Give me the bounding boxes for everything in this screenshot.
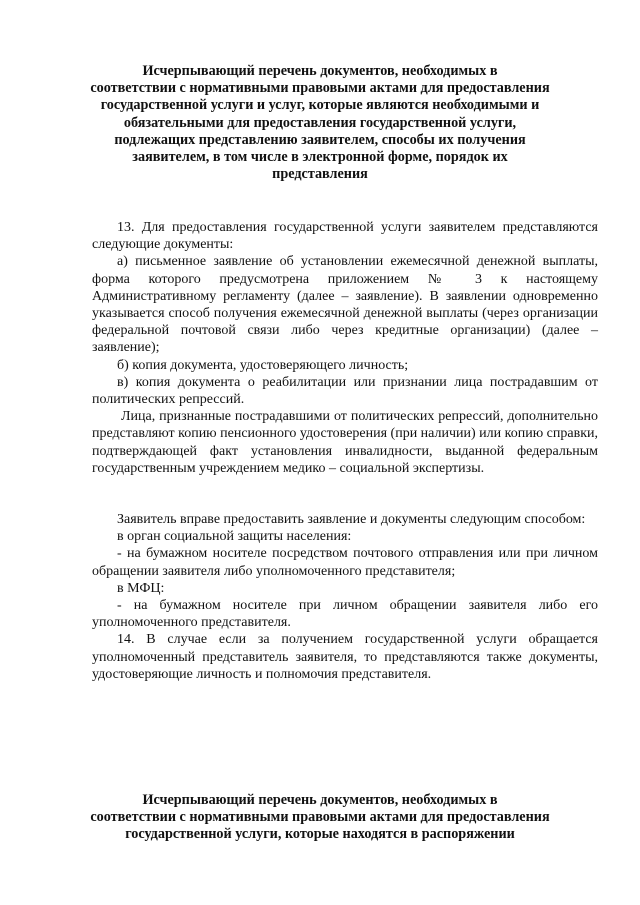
- paragraph-submission-methods: Заявитель вправе предоставить заявление и документы следующим способом:: [117, 512, 586, 528]
- spacer: [92, 494, 598, 511]
- document-body: [92, 219, 598, 683]
- heading-line: Исчерпывающий перечень документов, необходимых в: [142, 63, 498, 79]
- paragraph-additional-documents: Лица, признанные пострадавшими от политических репрессий, дополнительно представляют копию пенсионного удостоверения (при наличии) или копию справки, подтверждающей факт установления инвалидности, выданной федеральным государственным учреждением медико – социальной экспертизы.: [92, 409, 599, 476]
- list-item-a: а) письменное заявление об установлении ежемесячной денежной выплаты, форма которого предусмотрена приложением № 3 к настоящему Административному регламенту (далее – заявление). В заявлении одновременно указывается способ получения ежемесячной денежной выплаты (через организации федеральной почтовой связи либо через кредитные организации) (далее – заявление);: [92, 254, 598, 356]
- heading-line: подлежащих представлению заявителем, способы их получения: [114, 131, 526, 148]
- heading-line: соответствии с нормативными правовыми актами для предоставления: [90, 809, 550, 826]
- heading-line: обязательными для предоставления государственной услуги,: [123, 114, 517, 131]
- paragraph-social-protection-organ: в орган социальной защиты населения:: [117, 529, 352, 545]
- section-heading-documents-authorities: [86, 792, 554, 844]
- heading-line: государственной услуги, которые находятся в распоряжении: [125, 826, 515, 843]
- list-item-paper-mfc: - на бумажном носителе при личном обращении заявителя либо его уполномоченного представителя.: [92, 598, 598, 631]
- paragraph-14: 14. В случае если за получением государственной услуги обращается уполномоченный представитель заявителя, то представляются также документы, удостоверяющие личность и полномочия представителя.: [92, 632, 598, 682]
- list-item-b: б) копия документа, удостоверяющего личность;: [117, 357, 409, 373]
- spacer: [92, 477, 598, 494]
- heading-line: Исчерпывающий перечень документов, необходимых в: [142, 792, 498, 808]
- paragraph-13: 13. Для предоставления государственной услуги заявителем представляются следующие документы:: [92, 220, 598, 253]
- heading-line: государственной услуги и услуг, которые являются необходимыми и: [100, 97, 540, 114]
- heading-line: представления: [272, 166, 368, 183]
- heading-line: заявителем, в том числе в электронной форме, порядок их: [132, 149, 508, 166]
- paragraph-mfc: в МФЦ:: [117, 580, 165, 596]
- section-heading-documents-applicant: [86, 63, 554, 183]
- list-item-v: в) копия документа о реабилитации или признании лица пострадавшим от политических репрессий.: [92, 374, 598, 408]
- list-item-paper-post: - на бумажном носителе посредством почтового отправления или при личном обращении заявителя либо уполномоченного представителя;: [92, 546, 598, 579]
- heading-line: соответствии с нормативными правовыми актами для предоставления: [90, 80, 550, 97]
